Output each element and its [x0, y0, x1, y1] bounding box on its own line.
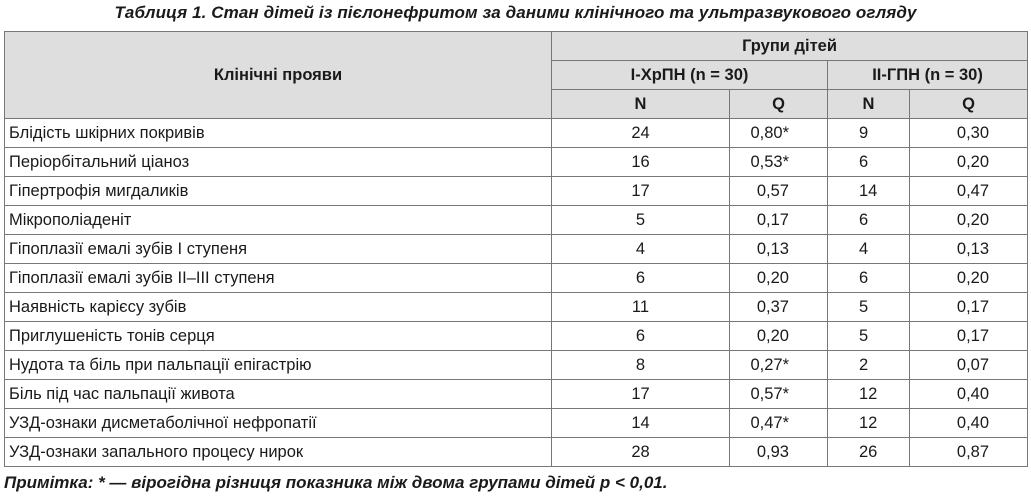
group2-q-cell: 0,07	[910, 351, 1028, 380]
row-label: Наявність карієсу зубів	[5, 293, 552, 322]
group1-q-cell: 0,93	[730, 438, 828, 467]
table-row	[5, 351, 1028, 380]
table-row	[5, 177, 1028, 206]
header-group2: ІІ-ГПН (n = 30)	[828, 61, 1028, 90]
table-row	[5, 264, 1028, 293]
row-label: Блідість шкірних покривів	[5, 119, 552, 148]
table-row	[5, 409, 1028, 438]
row-label: Мікрополіаденіт	[5, 206, 552, 235]
group1-q-cell: 0,17	[730, 206, 828, 235]
row-label: Гіпоплазії емалі зубів І ступеня	[5, 235, 552, 264]
table-row	[5, 119, 1028, 148]
row-label: Біль під час пальпації живота	[5, 380, 552, 409]
table-footnote: Примітка: * — вірогідна різниця показника між двома групами дітей p < 0,01.	[4, 473, 668, 492]
header-group1-q: Q	[730, 90, 828, 119]
group1-n-cell: 4	[552, 235, 730, 264]
group2-q-cell: 0,30	[910, 119, 1028, 148]
group2-q-cell: 0,20	[910, 148, 1028, 177]
group2-q-cell: 0,20	[910, 206, 1028, 235]
group2-q-cell: 0,40	[910, 380, 1028, 409]
header-group2-q: Q	[910, 90, 1028, 119]
group2-q-cell: 0,13	[910, 235, 1028, 264]
row-label: УЗД-ознаки запального процесу нирок	[5, 438, 552, 467]
row-label: Нудота та біль при пальпації епігастрію	[5, 351, 552, 380]
table-row	[5, 438, 1028, 467]
group1-q-cell: 0,47*	[730, 409, 828, 438]
table-row	[5, 206, 1028, 235]
group1-n-cell: 11	[552, 293, 730, 322]
group1-n-cell: 6	[552, 264, 730, 293]
table-row	[5, 148, 1028, 177]
row-label: Гіпоплазії емалі зубів ІІ–ІІІ ступеня	[5, 264, 552, 293]
group2-n-cell: 12	[828, 380, 910, 409]
group2-q-cell: 0,17	[910, 293, 1028, 322]
group2-q-cell: 0,47	[910, 177, 1028, 206]
table-row	[5, 235, 1028, 264]
group1-q-cell: 0,20	[730, 264, 828, 293]
group1-n-cell: 5	[552, 206, 730, 235]
group2-q-cell: 0,40	[910, 409, 1028, 438]
group2-n-cell: 5	[828, 322, 910, 351]
table-row	[5, 293, 1028, 322]
group1-n-cell: 8	[552, 351, 730, 380]
group1-n-cell: 24	[552, 119, 730, 148]
group2-n-cell: 12	[828, 409, 910, 438]
header-group1-n: N	[552, 90, 730, 119]
group2-n-cell: 6	[828, 148, 910, 177]
group2-q-cell: 0,17	[910, 322, 1028, 351]
group1-n-cell: 17	[552, 177, 730, 206]
group1-q-cell: 0,37	[730, 293, 828, 322]
header-group2-n: N	[828, 90, 910, 119]
group1-q-cell: 0,53*	[730, 148, 828, 177]
group1-n-cell: 17	[552, 380, 730, 409]
row-label: Періорбітальний ціаноз	[5, 148, 552, 177]
row-label: УЗД-ознаки дисметаболічної нефропатії	[5, 409, 552, 438]
group2-n-cell: 14	[828, 177, 910, 206]
group2-q-cell: 0,20	[910, 264, 1028, 293]
group1-q-cell: 0,80*	[730, 119, 828, 148]
row-label: Приглушеність тонів серця	[5, 322, 552, 351]
group2-n-cell: 5	[828, 293, 910, 322]
group2-n-cell: 4	[828, 235, 910, 264]
group2-n-cell: 6	[828, 264, 910, 293]
clinical-findings-table	[4, 31, 1028, 467]
header-groups: Групи дітей	[552, 32, 1028, 61]
table-caption: Таблиця 1. Стан дітей із пієлонефритом за даними клінічного та ультразвукового огляду	[114, 3, 917, 22]
group1-q-cell: 0,20	[730, 322, 828, 351]
table-row	[5, 380, 1028, 409]
group2-q-cell: 0,87	[910, 438, 1028, 467]
table-row	[5, 322, 1028, 351]
group1-q-cell: 0,57*	[730, 380, 828, 409]
table-body	[5, 119, 1028, 467]
group1-n-cell: 6	[552, 322, 730, 351]
group2-n-cell: 6	[828, 206, 910, 235]
header-group1: І-ХрПН (n = 30)	[552, 61, 828, 90]
group2-n-cell: 2	[828, 351, 910, 380]
group2-n-cell: 26	[828, 438, 910, 467]
group1-q-cell: 0,13	[730, 235, 828, 264]
group1-n-cell: 14	[552, 409, 730, 438]
group2-n-cell: 9	[828, 119, 910, 148]
row-label: Гіпертрофія мигдаликів	[5, 177, 552, 206]
header-clinical-manifestations: Клінічні прояви	[5, 32, 552, 119]
group1-n-cell: 16	[552, 148, 730, 177]
group1-n-cell: 28	[552, 438, 730, 467]
group1-q-cell: 0,27*	[730, 351, 828, 380]
group1-q-cell: 0,57	[730, 177, 828, 206]
